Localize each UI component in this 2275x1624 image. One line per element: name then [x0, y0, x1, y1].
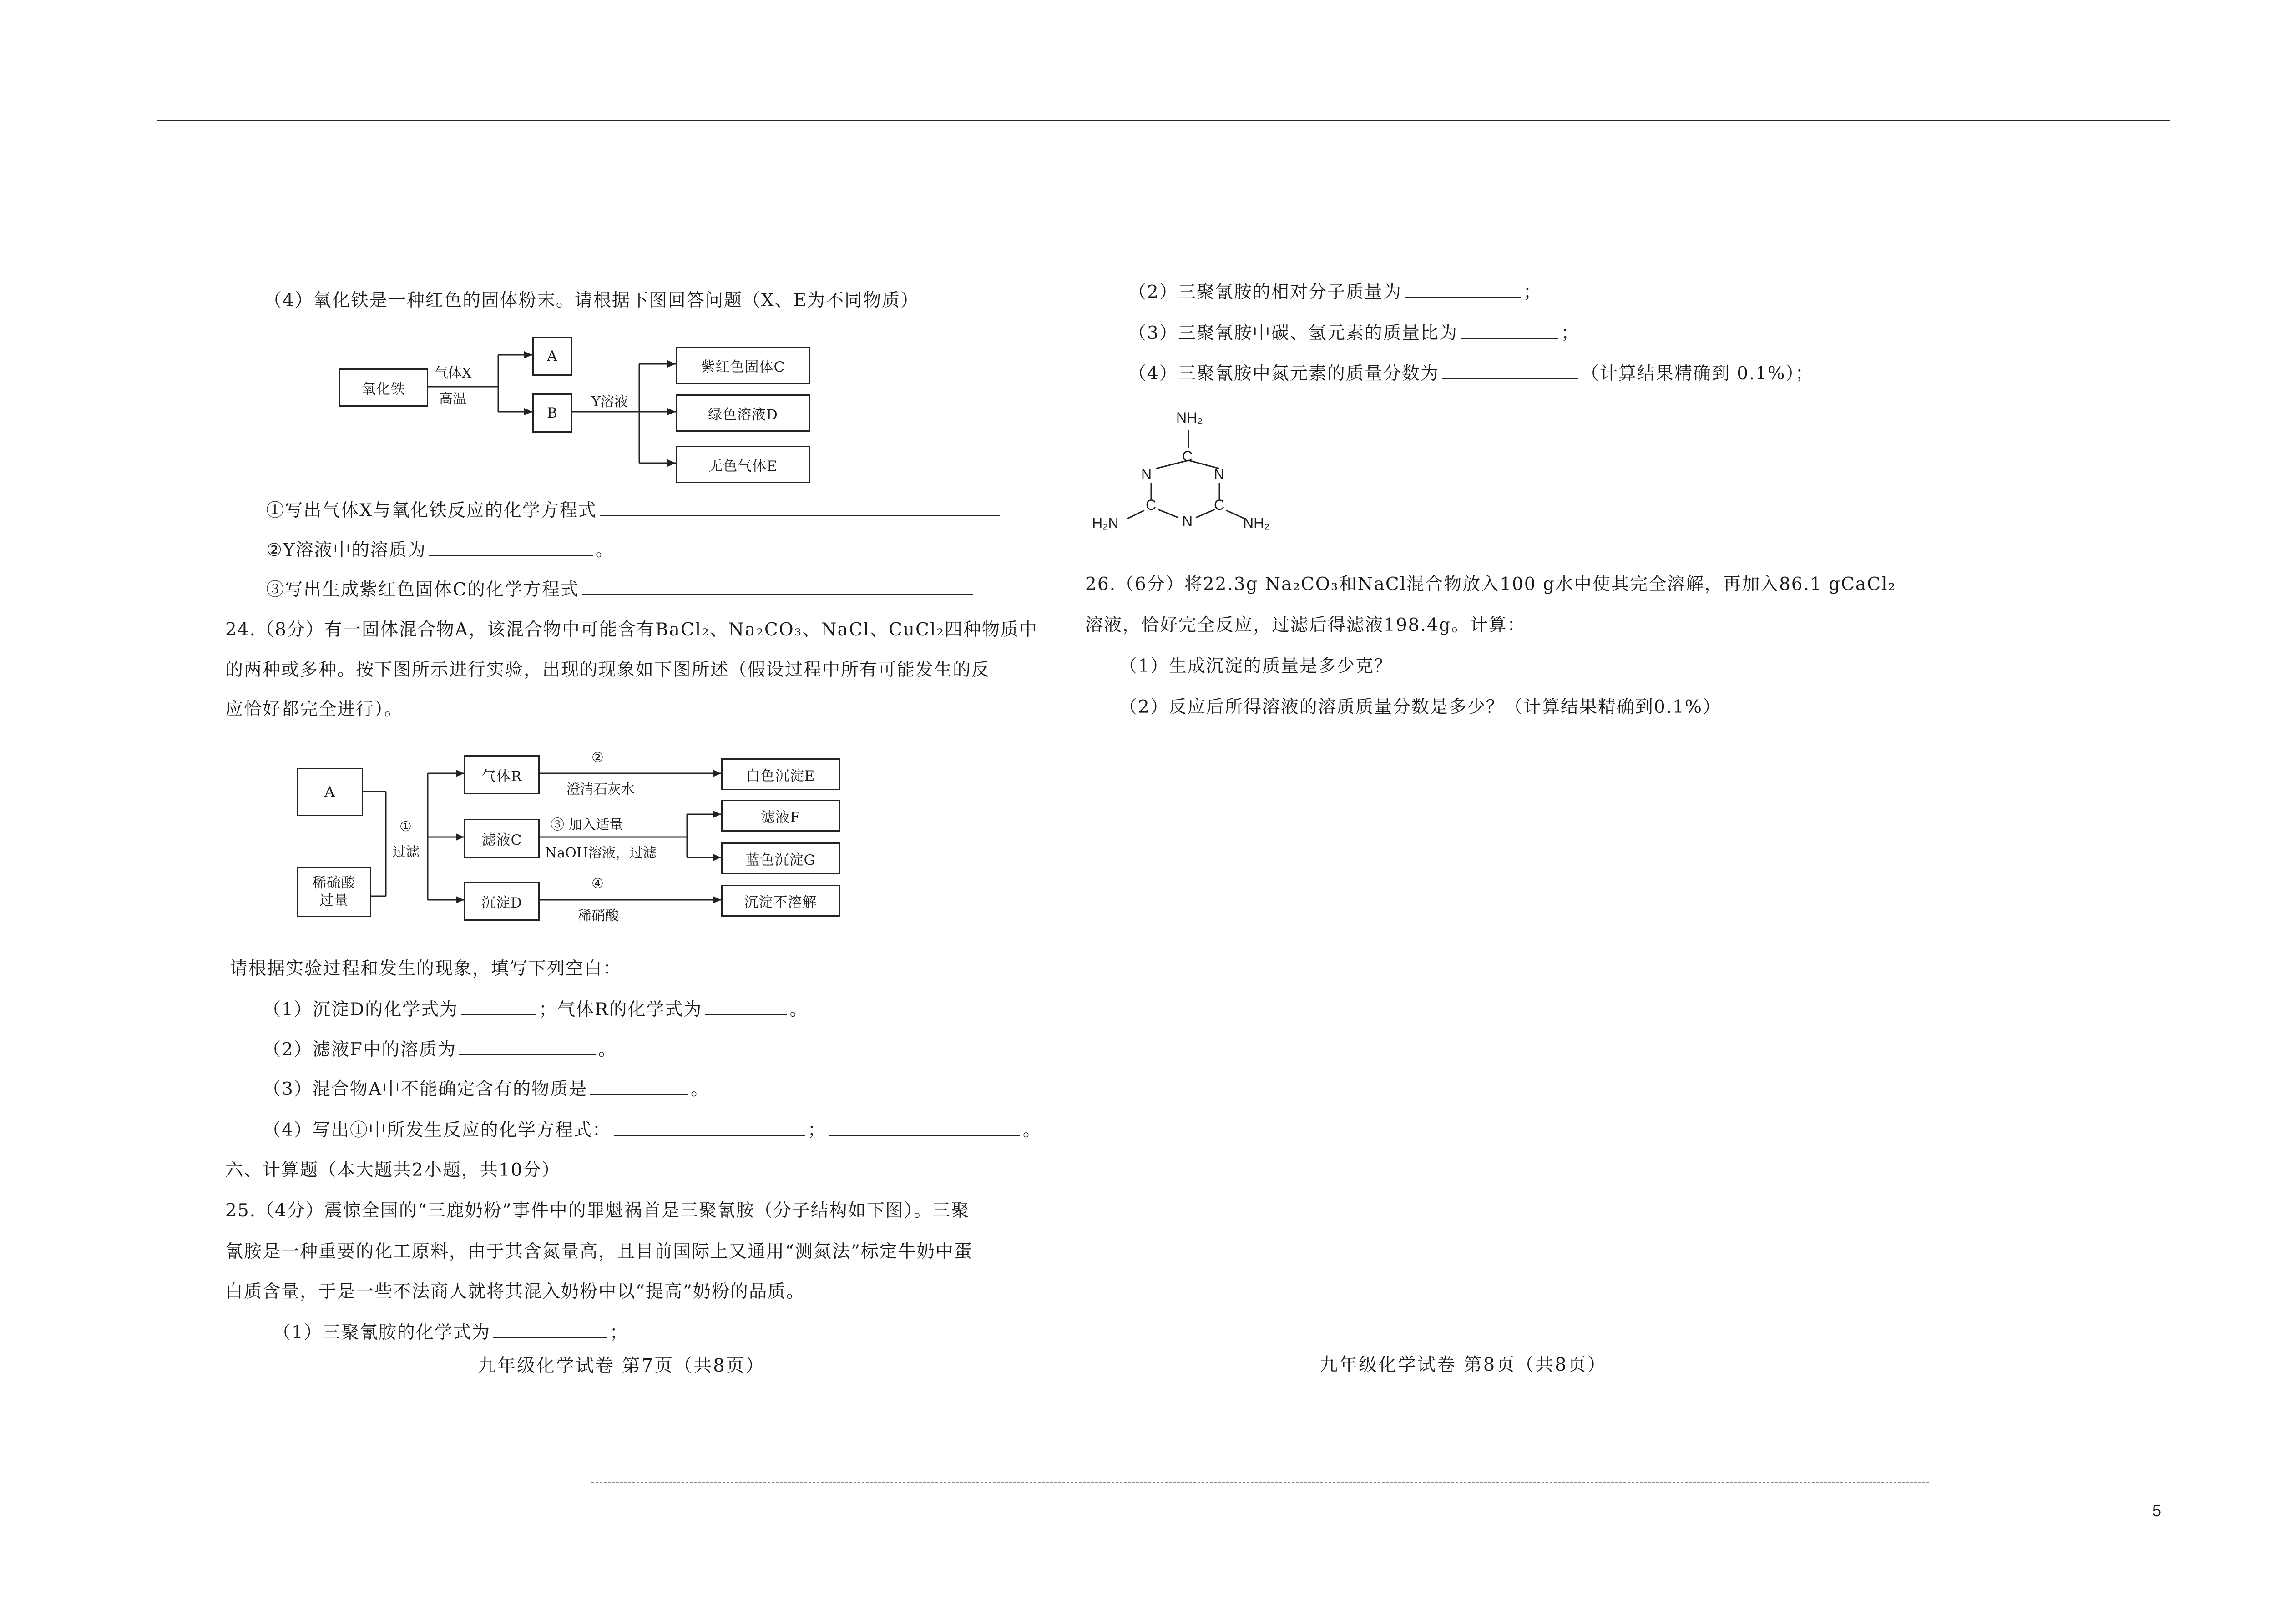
q26-line2: 溶液，恰好完全反应，过滤后得滤液198.4g。计算： [1085, 615, 1526, 635]
label-step3: ③ 加入适量 [551, 817, 623, 833]
q4-intro: （4）氧化铁是一种红色的固体粉末。请根据下图回答问题（X、E为不同物质） [264, 290, 920, 311]
q24-2: （2）滤液F中的溶质为 。 [263, 1039, 617, 1060]
box-sulfuric-acid: 稀硫酸 过量 [297, 867, 371, 917]
structure-nh2-right: NH₂ [1243, 515, 1270, 531]
label-limewater: 澄清石灰水 [566, 782, 635, 797]
section6-heading: 六、计算题（本大题共2小题，共10分） [225, 1160, 561, 1180]
box-iron-oxide: 氧化铁 [339, 368, 428, 407]
box-gas-r: 气体R [464, 755, 540, 794]
label-gas-x: 气体X [435, 365, 472, 381]
label-step2: ② [592, 750, 604, 766]
label-y-solution: Y溶液 [592, 394, 628, 410]
q25-line1: 25.（4分）震惊全国的“三鹿奶粉”事件中的罪魁祸首是三聚氰胺（分子结构如下图）。三聚 [225, 1200, 970, 1221]
structure-n-bottom: N [1182, 513, 1193, 530]
box-blue-ppt-g: 蓝色沉淀G [721, 842, 840, 874]
q4-2: ②Y溶液中的溶质为 。 [266, 540, 614, 560]
box-white-ppt-e: 白色沉淀E [721, 758, 840, 790]
q26-2: （2）反应后所得溶液的溶质质量分数是多少？（计算结果精确到0.1%） [1119, 697, 1721, 717]
q25-1: （1）三聚氰胺的化学式为 ； [273, 1322, 628, 1343]
q24-1: （1）沉淀D的化学式为 ；气体R的化学式为 。 [263, 999, 809, 1020]
box-solid-c: 紫红色固体C [676, 347, 810, 384]
footer-left: 九年级化学试卷 第7页（共8页） [478, 1355, 765, 1376]
q4-1: ①写出气体X与氧化铁反应的化学方程式 [266, 499, 1003, 523]
label-filter: 过滤 [392, 844, 420, 860]
box-b: B [532, 393, 572, 433]
structure-n-left: N [1141, 466, 1152, 483]
structure-h2n: H₂N [1092, 515, 1119, 531]
q25-3: （3）三聚氰胺中碳、氢元素的质量比为 ； [1128, 323, 1580, 343]
box-solution-d: 绿色溶液D [676, 394, 810, 432]
structure-n-right: N [1214, 466, 1225, 483]
q4-3: ③写出生成紫红色固体C的化学方程式 [266, 579, 976, 602]
q24-3: （3）混合物A中不能确定含有的物质是 。 [263, 1079, 709, 1099]
structure-c-top: C [1182, 448, 1193, 464]
box-a: A [532, 337, 572, 376]
q24-line3: 应恰好都完全进行）。 [225, 699, 403, 720]
q24-line1: 24.（8分）有一固体混合物A，该混合物中可能含有BaCl₂、Na₂CO₃、NaCl、CuCl₂四种物质中 [225, 620, 1038, 640]
label-nitric-acid: 稀硝酸 [578, 908, 619, 924]
q24-4: （4）写出①中所发生反应的化学方程式： ； 。 [263, 1120, 1041, 1140]
box-ppt-d: 沉淀D [464, 882, 540, 921]
box-insoluble: 沉淀不溶解 [721, 885, 840, 917]
box-mixture-a: A [297, 768, 363, 816]
bottom-dashed-rule [592, 1482, 1929, 1483]
label-step4: ④ [592, 876, 604, 892]
q25-2: （2）三聚氰胺的相对分子质量为 ； [1128, 282, 1542, 303]
q25-line2: 氰胺是一种重要的化工原料，由于其含氮量高，且目前国际上又通用“测氮法”标定牛奶中蛋 [225, 1241, 973, 1262]
structure-nh2-top: NH₂ [1176, 409, 1203, 426]
label-high-temp: 高温 [439, 391, 466, 407]
structure-c-left: C [1146, 497, 1157, 513]
fill-intro: 请根据实验过程和发生的现象，填写下列空白： [230, 958, 622, 979]
q25-4: （4）三聚氰胺中氮元素的质量分数为 （计算结果精确到 0.1%）； [1128, 363, 1814, 384]
structure-c-right: C [1214, 497, 1225, 513]
label-step1: ① [399, 819, 412, 835]
box-filtrate-c: 滤液C [464, 819, 540, 858]
q25-line3: 白质含量，于是一些不法商人就将其混入奶粉中以“提高”奶粉的品质。 [225, 1281, 805, 1302]
label-naoh: NaOH溶液，过滤 [545, 845, 657, 861]
page-number: 5 [2152, 1501, 2162, 1520]
q24-line2: 的两种或多种。按下图所示进行实验，出现的现象如下图所述（假设过程中所有可能发生的反 [225, 660, 991, 680]
box-filtrate-f: 滤液F [721, 800, 840, 832]
q26-line1: 26.（6分）将22.3g Na₂CO₃和NaCl混合物放入100 g水中使其完全溶解，再加入86.1 gCaCl₂ [1085, 574, 1896, 595]
footer-right: 九年级化学试卷 第8页（共8页） [1320, 1354, 1607, 1375]
q26-1: （1）生成沉淀的质量是多少克？ [1119, 656, 1393, 676]
box-gas-e: 无色气体E [676, 446, 810, 483]
